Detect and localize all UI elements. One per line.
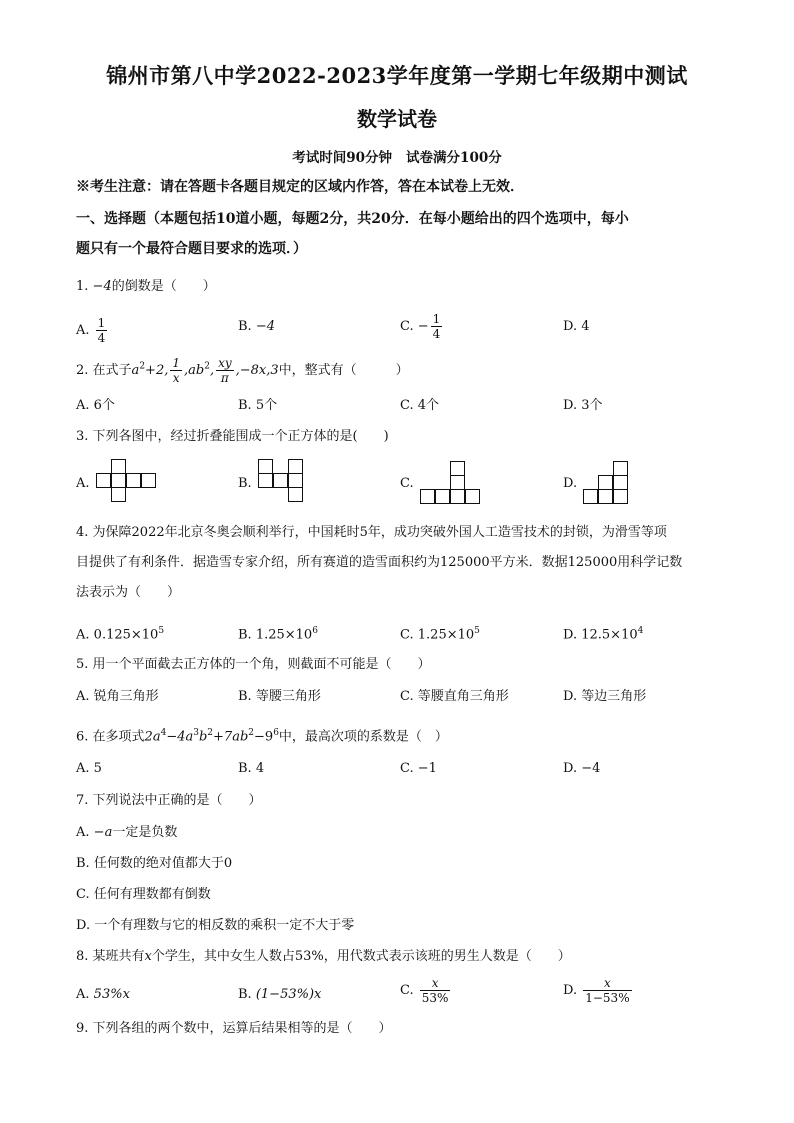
- exam-subtitle: 数学试卷: [357, 107, 437, 131]
- question-5-option-c[interactable]: C. 等腰直角三角形: [400, 689, 509, 704]
- question-3-option-b[interactable]: B.: [238, 476, 252, 491]
- exam-time: 考试时间90分钟: [292, 150, 393, 166]
- question-4-stem-line2: 目提供了有利条件．据造雪专家介绍，所有赛道的造雪面积约为125000平方米．数据125000用科学记数: [76, 555, 683, 570]
- question-7-option-a[interactable]: A. −a一定是负数: [76, 825, 178, 840]
- question-4-option-b[interactable]: B. $1.25\times 10^6$: [238, 626, 318, 643]
- question-7-option-d[interactable]: D. 一个有理数与它的相反数的乘积一定不大于零: [76, 918, 355, 933]
- question-6-option-b[interactable]: B. 4: [238, 761, 265, 776]
- notice: ※考生注意：请在答题卡各题目规定的区域内作答，答在本试卷上无效．: [76, 179, 524, 195]
- question-1-stem: 1. −4的倒数是（ ）: [76, 279, 216, 294]
- question-3-option-d[interactable]: D.: [563, 476, 578, 491]
- question-2-option-b[interactable]: B. 5个: [238, 398, 278, 413]
- question-2-option-d[interactable]: D. 3个: [563, 398, 603, 413]
- question-2-option-a[interactable]: A. 6个: [76, 398, 115, 413]
- question-4-stem-line1: 4. 为保障2022年北京冬奥会顺利举行，中国耗时5年，成功突破外国人工造雪技术的封锁，为滑雪等项: [76, 525, 667, 540]
- exam-meta: [0, 146, 794, 166]
- question-8-option-b[interactable]: B. (1−53%)x: [238, 987, 322, 1002]
- question-7-option-b[interactable]: B. 任何数的绝对值都大于0: [76, 856, 233, 871]
- question-5-stem: 5. 用一个平面截去正方体的一个角，则截面不可能是（ ）: [76, 657, 431, 672]
- question-4-option-c[interactable]: C. $1.25\times 10^5$: [400, 626, 480, 643]
- question-4-option-d[interactable]: D. $12.5\times 10^4$: [563, 626, 644, 643]
- exam-title: 锦州市第八中学2022-2023学年度第一学期七年级期中测试: [106, 63, 688, 88]
- question-2-option-c[interactable]: C. 4个: [400, 398, 440, 413]
- question-6-option-c[interactable]: C. −1: [400, 761, 437, 776]
- question-6-option-a[interactable]: A. 5: [76, 761, 102, 776]
- question-5-option-b[interactable]: B. 等腰三角形: [238, 689, 321, 704]
- question-1-option-d[interactable]: D. 4: [563, 319, 590, 334]
- question-3-stem: 3. 下列各图中，经过折叠能围成一个正方体的是( ): [76, 429, 389, 444]
- question-7-option-c[interactable]: C. 任何有理数都有倒数: [76, 887, 211, 902]
- section-heading-line2: 题只有一个最符合题目要求的选项．）: [76, 241, 307, 257]
- question-3-option-a[interactable]: A.: [76, 476, 90, 491]
- question-5-option-a[interactable]: A. 锐角三角形: [76, 689, 159, 704]
- question-8-option-c[interactable]: C. $\frac{x}{53\%}$: [400, 976, 449, 1005]
- question-9-stem: 9. 下列各组的两个数中，运算后结果相等的是（ ）: [76, 1021, 392, 1036]
- question-8-stem: 8. 某班共有x个学生，其中女生人数占53%，用代数式表示该班的男生人数是（ ）: [76, 949, 571, 964]
- question-1-option-a[interactable]: A. $\frac{1}{4}$: [76, 316, 106, 345]
- question-6-option-d[interactable]: D. −4: [563, 761, 601, 776]
- question-4-stem-line3: 法表示为（ ）: [76, 585, 181, 600]
- question-3-option-c[interactable]: C.: [400, 476, 414, 491]
- question-2-stem: 2. 在式子$a^2+2$, $\frac{1}{x}$ $,ab^2$, $\frac{xy}{\pi}$ ,−8x,3中，整式有（ ）: [76, 356, 409, 385]
- exam-score: 试卷满分100分: [406, 150, 502, 166]
- question-8-option-d[interactable]: D. $\frac{x}{1-53\%}$: [563, 976, 630, 1005]
- section-heading-line1: 一、选择题（本题包括10道小题，每题2分，共20分．在每小题给出的四个选项中，每小: [76, 211, 629, 227]
- question-1-option-b[interactable]: B. −4: [238, 319, 275, 334]
- question-8-option-a[interactable]: A. 53%x: [76, 987, 130, 1002]
- question-6-stem: 6. 在多项式$2a^4-4a^3b^2+7ab^2-9^6$中，最高次项的系数是（ ）: [76, 728, 448, 745]
- question-5-option-d[interactable]: D. 等边三角形: [563, 689, 647, 704]
- question-1-option-c[interactable]: C. − $\frac{1}{4}$: [400, 312, 441, 341]
- question-7-stem: 7. 下列说法中正确的是（ ）: [76, 793, 262, 808]
- question-4-option-a[interactable]: A. $0.125\times 10^5$: [76, 626, 165, 643]
